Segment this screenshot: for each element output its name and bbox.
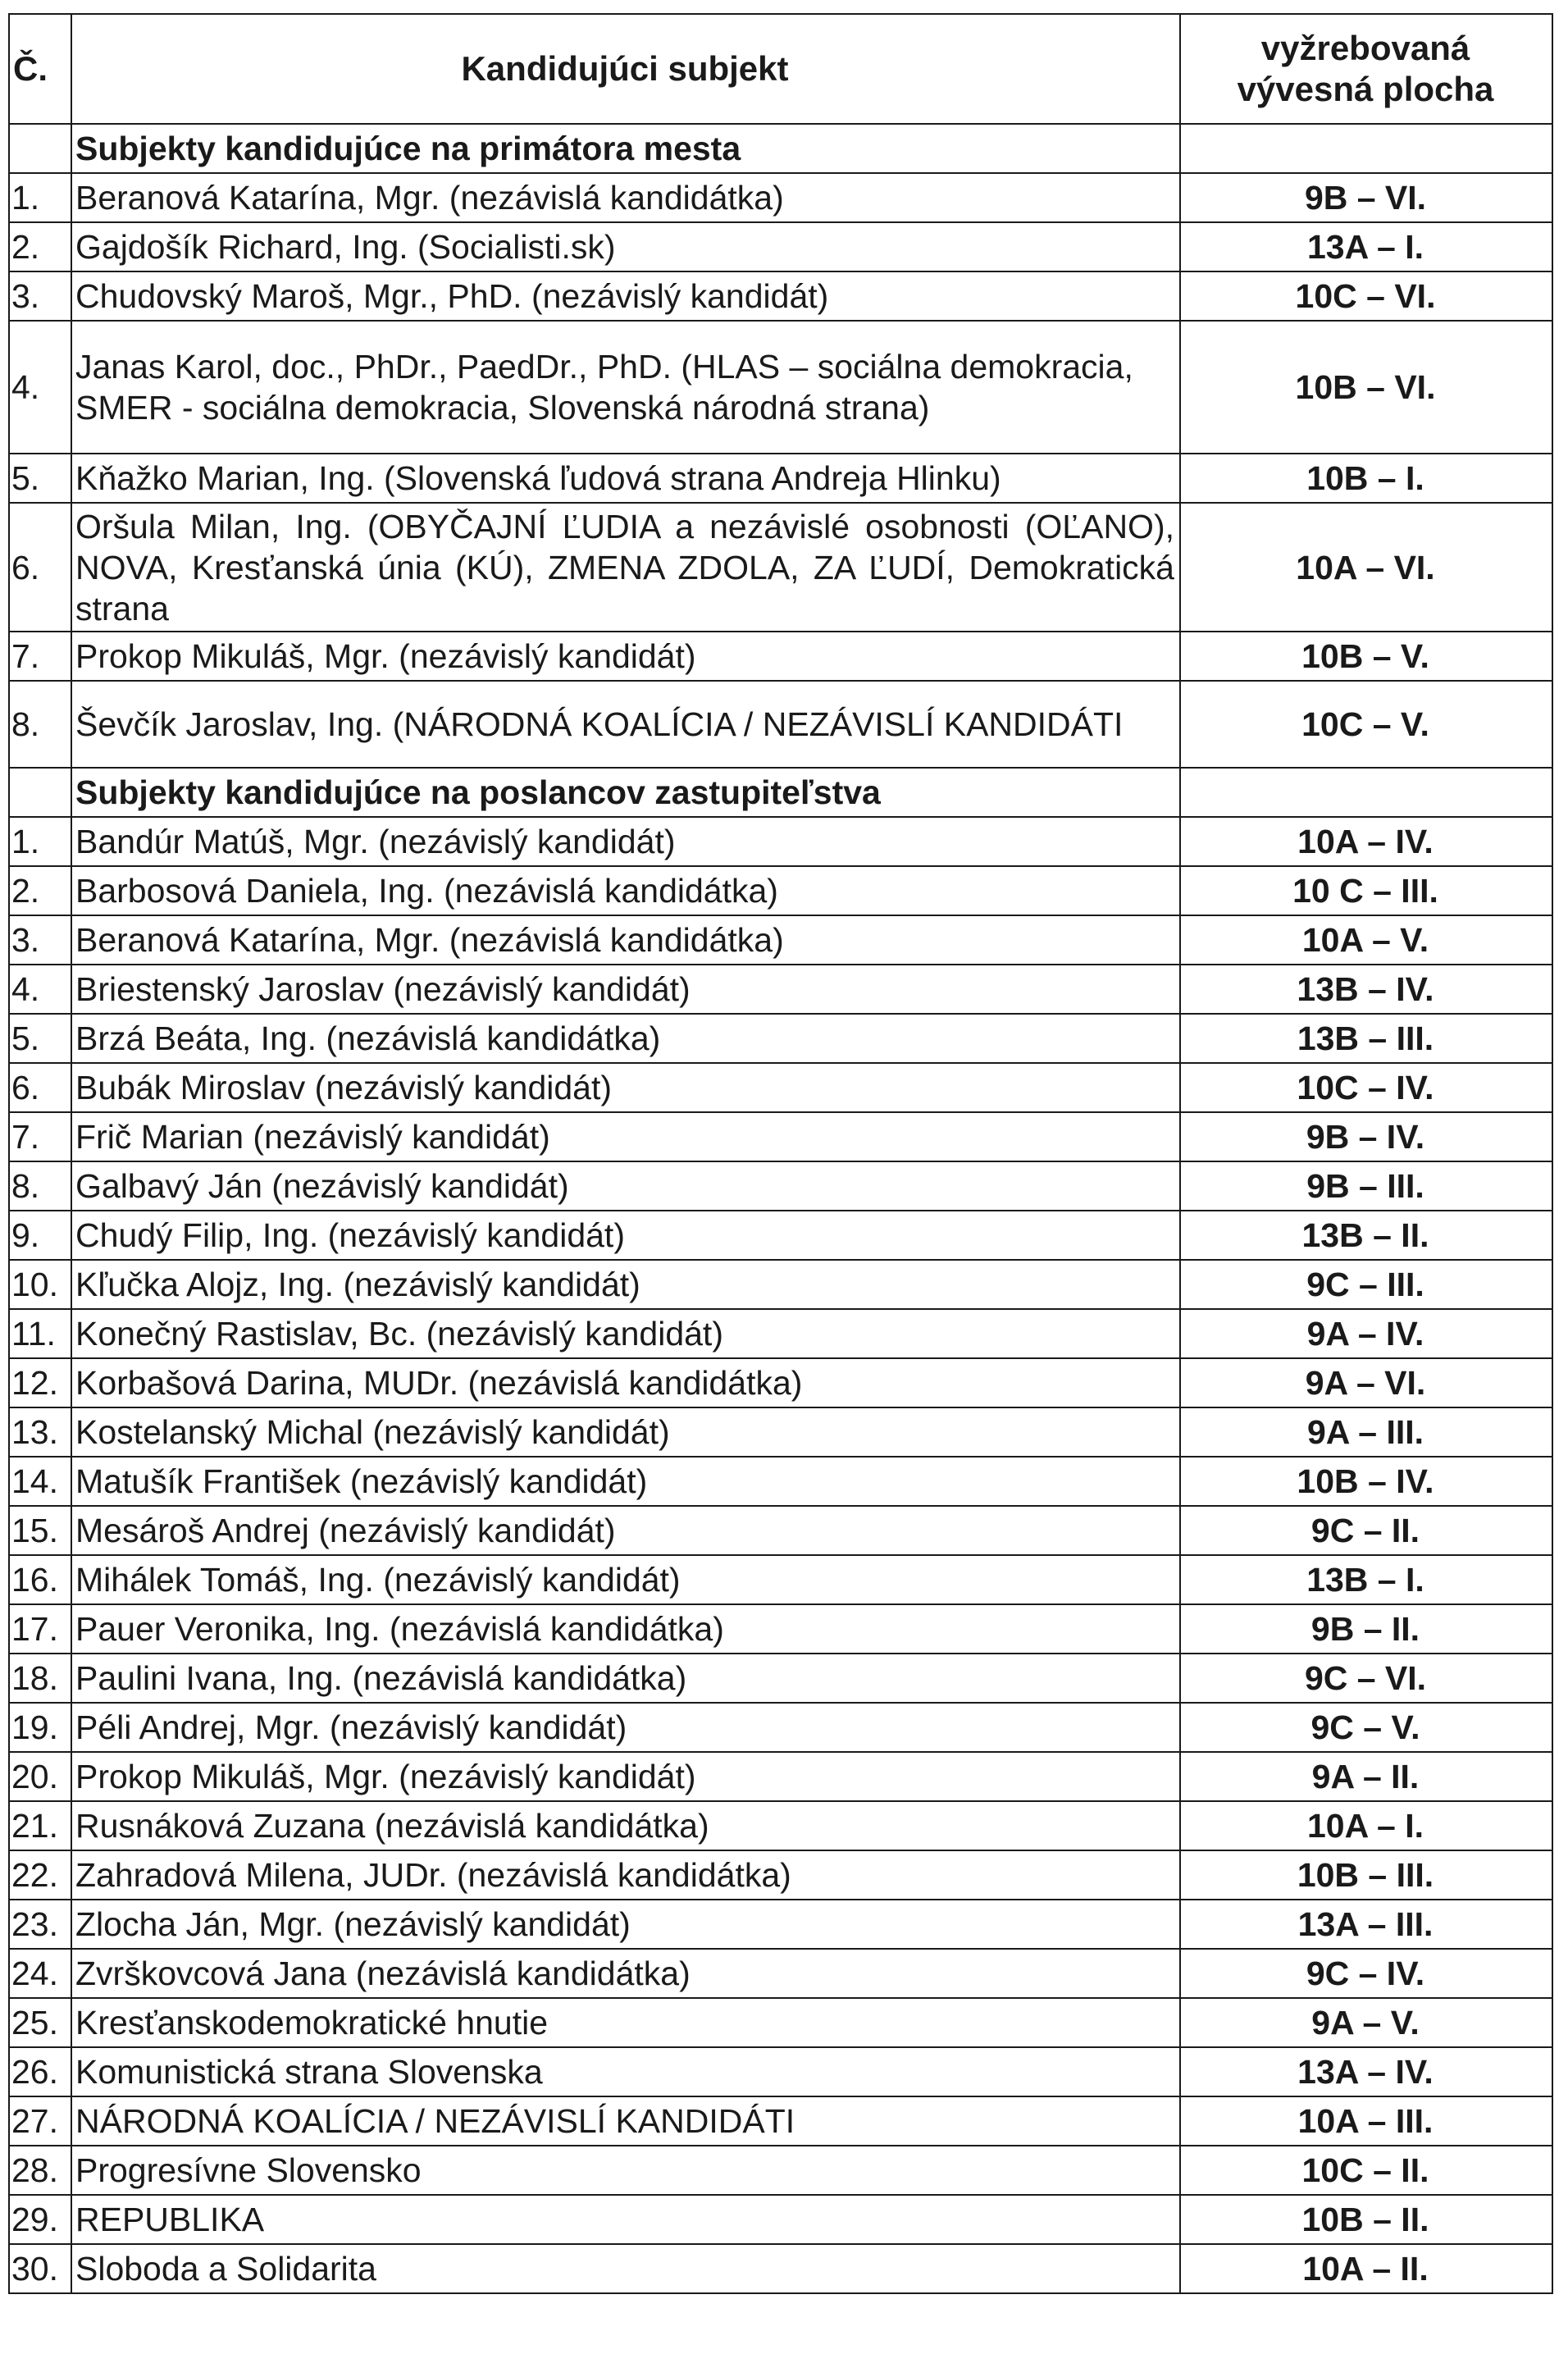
table-row [9, 1801, 1552, 1850]
row-number: 8. [9, 681, 71, 768]
row-subject: Bubák Miroslav (nezávislý kandidát) [71, 1063, 1180, 1112]
row-plot: 10A – IV. [1180, 817, 1552, 866]
row-plot: 9A – IV. [1180, 1309, 1552, 1358]
row-number: 10. [9, 1260, 71, 1309]
row-number: 3. [9, 271, 71, 321]
row-subject: Zvrškovcová Jana (nezávislá kandidátka) [71, 1949, 1180, 1998]
row-number: 7. [9, 1112, 71, 1161]
row-plot: 13A – IV. [1180, 2047, 1552, 2096]
row-subject: Janas Karol, doc., PhDr., PaedDr., PhD. (HLAS – sociálna demokracia, SMER - sociálna demokracia, Slovenská národná strana) [71, 321, 1180, 454]
table-row [9, 2195, 1552, 2244]
row-subject: Paulini Ivana, Ing. (nezávislá kandidátka) [71, 1654, 1180, 1703]
row-number: 2. [9, 866, 71, 915]
table-row [9, 1654, 1552, 1703]
table-header-row [9, 14, 1552, 124]
table-row [9, 1260, 1552, 1309]
row-number: 19. [9, 1703, 71, 1752]
table-row [9, 1358, 1552, 1407]
row-plot: 10A – I. [1180, 1801, 1552, 1850]
table-row [9, 866, 1552, 915]
table-row [9, 2244, 1552, 2293]
row-plot: 10C – IV. [1180, 1063, 1552, 1112]
row-plot: 10 C – III. [1180, 866, 1552, 915]
row-number: 17. [9, 1604, 71, 1654]
table-row [9, 271, 1552, 321]
table-row [9, 222, 1552, 271]
section-header-mayor [9, 124, 1552, 173]
table-row [9, 173, 1552, 222]
row-plot: 9C – V. [1180, 1703, 1552, 1752]
row-plot: 10B – II. [1180, 2195, 1552, 2244]
row-number: 4. [9, 965, 71, 1014]
table-row [9, 965, 1552, 1014]
row-plot: 9C – IV. [1180, 1949, 1552, 1998]
row-plot: 10C – II. [1180, 2146, 1552, 2195]
table-row [9, 1457, 1552, 1506]
row-subject: NÁRODNÁ KOALÍCIA / NEZÁVISLÍ KANDIDÁTI [71, 2096, 1180, 2146]
row-subject: Prokop Mikuláš, Mgr. (nezávislý kandidát) [71, 1752, 1180, 1801]
table-row [9, 1703, 1552, 1752]
row-number: 5. [9, 454, 71, 503]
table-row [9, 2146, 1552, 2195]
row-subject: Pauer Veronika, Ing. (nezávislá kandidátka) [71, 1604, 1180, 1654]
table-row [9, 321, 1552, 454]
table-row [9, 1063, 1552, 1112]
row-plot: 10B – VI. [1180, 321, 1552, 454]
row-subject: Beranová Katarína, Mgr. (nezávislá kandidátka) [71, 915, 1180, 965]
row-plot: 9C – III. [1180, 1260, 1552, 1309]
row-number: 1. [9, 173, 71, 222]
row-number: 5. [9, 1014, 71, 1063]
row-number: 30. [9, 2244, 71, 2293]
row-plot: 13B – II. [1180, 1211, 1552, 1260]
table-row [9, 1752, 1552, 1801]
row-subject: Korbašová Darina, MUDr. (nezávislá kandidátka) [71, 1358, 1180, 1407]
header-subject: Kandidujúci subjekt [71, 14, 1180, 124]
row-number: 26. [9, 2047, 71, 2096]
row-plot: 13A – III. [1180, 1900, 1552, 1949]
row-subject: Matušík František (nezávislý kandidát) [71, 1457, 1180, 1506]
row-plot: 10A – VI. [1180, 503, 1552, 632]
row-subject: Mihálek Tomáš, Ing. (nezávislý kandidát) [71, 1555, 1180, 1604]
row-subject: Zlocha Ján, Mgr. (nezávislý kandidát) [71, 1900, 1180, 1949]
row-subject: Briestenský Jaroslav (nezávislý kandidát) [71, 965, 1180, 1014]
table-row [9, 1850, 1552, 1900]
row-subject: Chudovský Maroš, Mgr., PhD. (nezávislý kandidát) [71, 271, 1180, 321]
header-number: Č. [9, 14, 71, 124]
header-plot-line1: vyžrebovaná [1260, 29, 1470, 67]
section-title: Subjekty kandidujúce na poslancov zastupiteľstva [71, 768, 1180, 817]
row-number: 2. [9, 222, 71, 271]
row-plot: 10B – V. [1180, 632, 1552, 681]
row-subject: Péli Andrej, Mgr. (nezávislý kandidát) [71, 1703, 1180, 1752]
row-plot: 10A – II. [1180, 2244, 1552, 2293]
row-subject: Zahradová Milena, JUDr. (nezávislá kandidátka) [71, 1850, 1180, 1900]
row-number: 14. [9, 1457, 71, 1506]
row-plot: 9B – II. [1180, 1604, 1552, 1654]
row-subject: Chudý Filip, Ing. (nezávislý kandidát) [71, 1211, 1180, 1260]
table-row [9, 1161, 1552, 1211]
row-plot: 13B – I. [1180, 1555, 1552, 1604]
table-row [9, 1949, 1552, 1998]
row-subject: Mesároš Andrej (nezávislý kandidát) [71, 1506, 1180, 1555]
row-plot: 9B – VI. [1180, 173, 1552, 222]
row-number: 23. [9, 1900, 71, 1949]
row-plot: 10C – V. [1180, 681, 1552, 768]
table-row [9, 817, 1552, 866]
row-subject: Kostelanský Michal (nezávislý kandidát) [71, 1407, 1180, 1457]
table-body [9, 124, 1552, 2293]
row-subject: REPUBLIKA [71, 2195, 1180, 2244]
row-number: 4. [9, 321, 71, 454]
row-plot: 9A – VI. [1180, 1358, 1552, 1407]
row-number: 13. [9, 1407, 71, 1457]
row-number: 12. [9, 1358, 71, 1407]
row-subject: Kňažko Marian, Ing. (Slovenská ľudová strana Andreja Hlinku) [71, 454, 1180, 503]
row-number: 25. [9, 1998, 71, 2047]
row-plot: 9B – III. [1180, 1161, 1552, 1211]
table-row [9, 1309, 1552, 1358]
row-number: 18. [9, 1654, 71, 1703]
row-subject: Beranová Katarína, Mgr. (nezávislá kandidátka) [71, 173, 1180, 222]
row-plot: 10A – V. [1180, 915, 1552, 965]
row-subject: Frič Marian (nezávislý kandidát) [71, 1112, 1180, 1161]
row-number: 7. [9, 632, 71, 681]
row-number: 24. [9, 1949, 71, 1998]
row-number: 3. [9, 915, 71, 965]
row-number: 11. [9, 1309, 71, 1358]
row-subject: Galbavý Ján (nezávislý kandidát) [71, 1161, 1180, 1211]
row-subject: Barbosová Daniela, Ing. (nezávislá kandidátka) [71, 866, 1180, 915]
document-page [8, 13, 1552, 2294]
row-subject: Kresťanskodemokratické hnutie [71, 1998, 1180, 2047]
table-row [9, 915, 1552, 965]
row-plot: 9A – V. [1180, 1998, 1552, 2047]
row-subject: Progresívne Slovensko [71, 2146, 1180, 2195]
row-plot: 10A – III. [1180, 2096, 1552, 2146]
row-subject: Komunistická strana Slovenska [71, 2047, 1180, 2096]
table-row [9, 2096, 1552, 2146]
row-subject: Rusnáková Zuzana (nezávislá kandidátka) [71, 1801, 1180, 1850]
row-plot: 9B – IV. [1180, 1112, 1552, 1161]
row-number: 28. [9, 2146, 71, 2195]
row-number: 27. [9, 2096, 71, 2146]
row-number: 22. [9, 1850, 71, 1900]
table-row [9, 1900, 1552, 1949]
row-number: 16. [9, 1555, 71, 1604]
row-subject: Kľučka Alojz, Ing. (nezávislý kandidát) [71, 1260, 1180, 1309]
table-row [9, 1506, 1552, 1555]
header-plot [1180, 14, 1552, 124]
row-subject: Gajdošík Richard, Ing. (Socialisti.sk) [71, 222, 1180, 271]
row-plot: 10B – III. [1180, 1850, 1552, 1900]
section-header-council [9, 768, 1552, 817]
table-row [9, 1211, 1552, 1260]
row-plot: 13A – I. [1180, 222, 1552, 271]
table-row [9, 454, 1552, 503]
row-number: 1. [9, 817, 71, 866]
table-row [9, 1604, 1552, 1654]
row-number: 29. [9, 2195, 71, 2244]
row-number: 20. [9, 1752, 71, 1801]
row-subject: Sloboda a Solidarita [71, 2244, 1180, 2293]
row-plot: 9A – III. [1180, 1407, 1552, 1457]
row-subject: Ševčík Jaroslav, Ing. (NÁRODNÁ KOALÍCIA / NEZÁVISLÍ KANDIDÁTI [71, 681, 1180, 768]
row-plot: 10B – IV. [1180, 1457, 1552, 1506]
table-row [9, 503, 1552, 632]
row-subject: Bandúr Matúš, Mgr. (nezávislý kandidát) [71, 817, 1180, 866]
row-subject: Konečný Rastislav, Bc. (nezávislý kandidát) [71, 1309, 1180, 1358]
section-title: Subjekty kandidujúce na primátora mesta [71, 124, 1180, 173]
row-plot: 9C – II. [1180, 1506, 1552, 1555]
row-number: 6. [9, 503, 71, 632]
row-plot: 9C – VI. [1180, 1654, 1552, 1703]
table-row [9, 632, 1552, 681]
header-plot-line2: vývesná plocha [1237, 70, 1494, 108]
row-number: 21. [9, 1801, 71, 1850]
row-subject: Oršula Milan, Ing. (OBYČAJNÍ ĽUDIA a nezávislé osobnosti (OĽANO), NOVA, Kresťanská únia (KÚ), ZMENA ZDOLA, ZA ĽUDÍ, Demokratická strana [71, 503, 1180, 632]
table-row [9, 681, 1552, 768]
row-plot: 13B – IV. [1180, 965, 1552, 1014]
row-number: 6. [9, 1063, 71, 1112]
row-plot: 10C – VI. [1180, 271, 1552, 321]
row-subject: Brzá Beáta, Ing. (nezávislá kandidátka) [71, 1014, 1180, 1063]
row-plot: 10B – I. [1180, 454, 1552, 503]
table-row [9, 1112, 1552, 1161]
row-number: 8. [9, 1161, 71, 1211]
row-plot: 9A – II. [1180, 1752, 1552, 1801]
table-row [9, 1407, 1552, 1457]
table-row [9, 1555, 1552, 1604]
row-number: 15. [9, 1506, 71, 1555]
row-plot: 13B – III. [1180, 1014, 1552, 1063]
table-row [9, 1014, 1552, 1063]
candidate-table [8, 13, 1553, 2294]
table-row [9, 1998, 1552, 2047]
table-row [9, 2047, 1552, 2096]
row-subject: Prokop Mikuláš, Mgr. (nezávislý kandidát) [71, 632, 1180, 681]
row-number: 9. [9, 1211, 71, 1260]
